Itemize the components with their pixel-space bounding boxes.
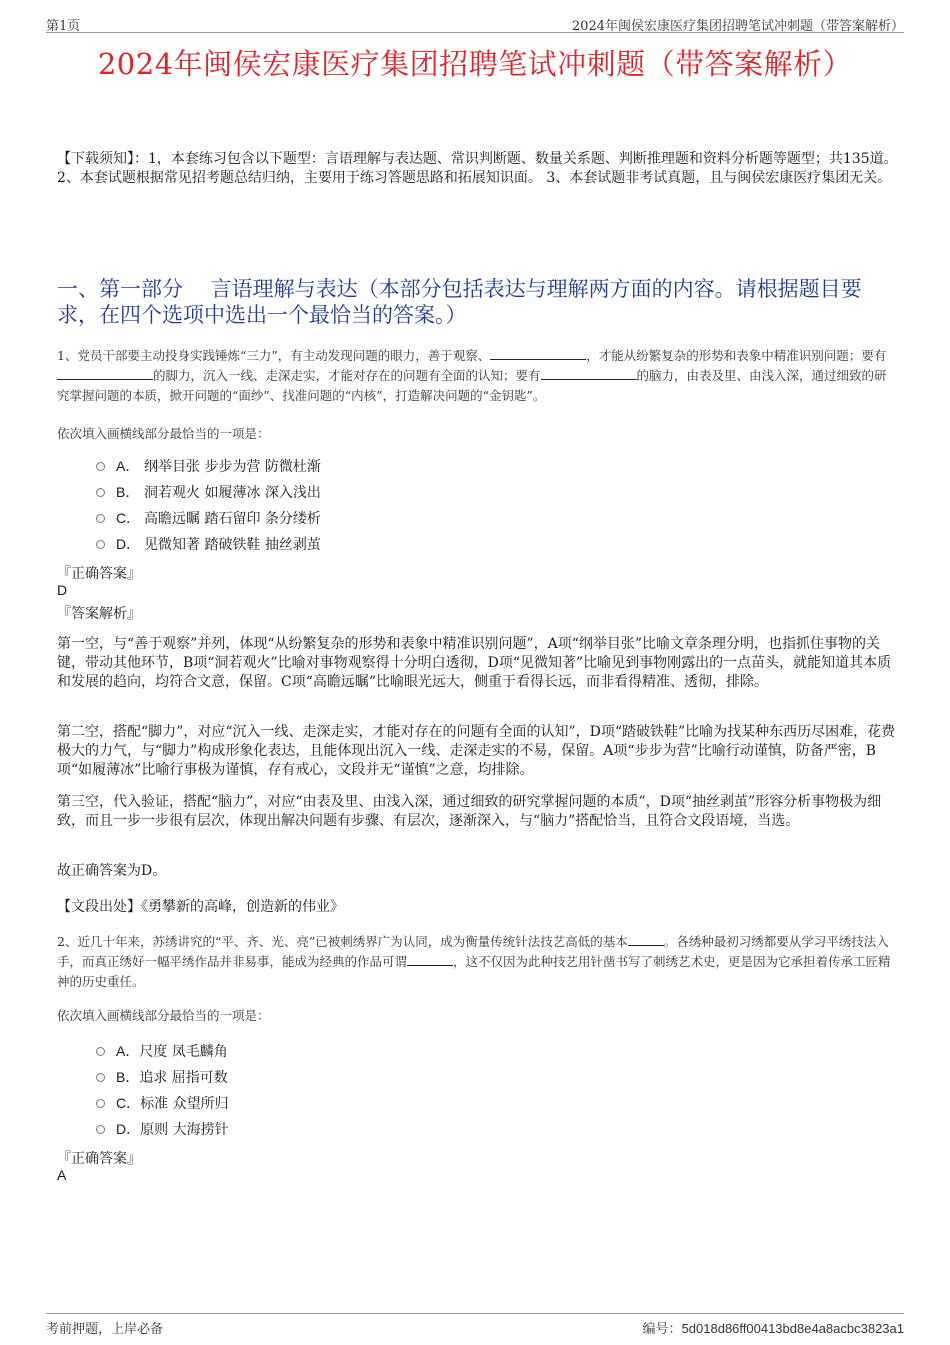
radio-icon[interactable] xyxy=(96,488,105,497)
footer-slogan: 考前押题，上岸必备 xyxy=(46,1322,164,1337)
question-1-answer-label: 『正确答案』 xyxy=(57,566,141,582)
question-2-option-d[interactable]: D．原则 大海捞针 xyxy=(96,1118,229,1140)
question-1-text-part: 的脚力，沉入一线、走深走实，才能对存在的问题有全面的认知；要有 xyxy=(153,368,541,383)
question-1-source: 【文段出处】《勇攀新的高峰，创造新的伟业》 xyxy=(57,899,344,915)
question-2-prompt: 依次填入画横线部分最恰当的一项是： xyxy=(57,1008,270,1023)
radio-icon[interactable] xyxy=(96,514,105,523)
question-2-stem xyxy=(57,932,899,992)
radio-icon[interactable] xyxy=(96,462,105,471)
fill-blank xyxy=(490,346,586,360)
section-title: 一、第一部分 言语理解与表达（本部分包括表达与理解两方面的内容。请根据题目要求，在四个选项中选出一个最恰当的答案。） xyxy=(57,277,862,327)
radio-icon[interactable] xyxy=(96,1073,105,1082)
fill-blank xyxy=(57,366,153,380)
fill-blank xyxy=(541,366,637,380)
question-2-option-c[interactable]: C．标准 众望所归 xyxy=(96,1092,229,1114)
question-2-answer: A xyxy=(57,1167,67,1183)
header-doc-title: 2024年闽侯宏康医疗集团招聘笔试冲刺题（带答案解析） xyxy=(571,19,904,34)
radio-icon[interactable] xyxy=(96,540,105,549)
radio-icon[interactable] xyxy=(96,1047,105,1056)
question-1-text-part: 的脑力，由表及里、由浅入深，通过细致的研究掌握问题的本质，掀开问题的“面纱”、找准问题的“内核”，打造解决问题的“金钥匙”。 xyxy=(57,368,887,403)
page-number: 第1页 xyxy=(46,19,81,34)
analysis-paragraph-1: 第一空，与“善于观察”并列，体现“从纷繁复杂的形势和表象中精准识别问题”，A项“纲举目张”比喻文章条理分明，也指抓住事物的关键，带动其他环节，B项“洞若观火”比喻对事物观察得十分明白透彻，D项“见微知著”比喻见到事物刚露出的一点苗头，就能知道其本质和发展的趋向，均符合文意，保留。C项“高瞻远瞩”比喻眼光远大，侧重于看得长远，而非看得精准、透彻，排除。 xyxy=(57,636,892,690)
download-notice: 【下载须知】：1，本套练习包含以下题型：言语理解与表达题、常识判断题、数量关系题、判断推理题和资料分析题等题型；共135道。 2、本套试题根据常见招考题总结归纳，主要用于练习答题思路和拓展知识面。 3、本套试题非考试真题，且与闽侯宏康医疗集团无关。 xyxy=(57,151,898,186)
question-1-analysis-label: 『答案解析』 xyxy=(57,606,141,622)
question-2-option-a[interactable]: A．尺度 凤毛麟角 xyxy=(96,1040,228,1062)
question-2-text-part: 。各绣种最初习绣都要从学习平绣技法入手，而真正绣好一幅平绣作品并非易事，能成为经典的作品可谓 xyxy=(57,934,889,969)
question-1-option-c[interactable]: C． 高瞻远瞩 踏石留印 条分缕析 xyxy=(96,507,321,529)
analysis-conclusion: 故正确答案为D。 xyxy=(57,863,167,879)
question-2-text-part: ，这不仅因为此种技艺用针凿书写了刺绣艺术史，更是因为它承担着传承工匠精神的历史重任。 xyxy=(57,954,891,989)
question-1-text-part: 1、党员干部要主动投身实践锤炼“三力”，有主动发现问题的眼力，善于观察、 xyxy=(57,348,491,363)
analysis-paragraph-2: 第二空，搭配“脚力”，对应“沉入一线、走深走实，才能对存在的问题有全面的认知”，D项“踏破铁鞋”比喻为找某种东西历尽困难，花费极大的力气，与“脚力”构成形象化表达，且能体现出沉入一线、走深走实的不易，保留。A项“步步为营”比喻行动谨慎，防备严密，B项“如履薄冰”比喻行事极为谨慎，存有戒心，文段并无“谨慎”之意，均排除。 xyxy=(57,724,896,778)
fill-blank xyxy=(407,952,453,966)
question-1-stem xyxy=(57,346,899,406)
footer-code: 编号：5d018d86ff00413bd8e4a8acbc3823a1 xyxy=(642,1321,904,1337)
question-1-answer: D xyxy=(57,582,68,598)
question-2-option-b[interactable]: B．追求 屈指可数 xyxy=(96,1066,228,1088)
analysis-paragraph-3: 第三空，代入验证，搭配“脑力”，对应“由表及里、由浅入深，通过细致的研究掌握问题的本质”，D项“抽丝剥茧”形容分析事物极为细致，而且一步一步很有层次，体现出解决问题有步骤、有层次，逐渐深入，与“脑力”搭配恰当，且符合文段语境，当选。 xyxy=(57,794,882,829)
question-2-text-part: 2、近几十年来，苏绣讲究的“平、齐、光、亮”已被刺绣界广为认同，成为衡量传统针法技艺高低的基本 xyxy=(57,934,628,949)
radio-icon[interactable] xyxy=(96,1125,105,1134)
fill-blank xyxy=(628,932,664,946)
radio-icon[interactable] xyxy=(96,1099,105,1108)
question-1-option-d[interactable]: D． 见微知著 踏破铁鞋 抽丝剥茧 xyxy=(96,533,321,555)
page-footer xyxy=(46,1313,904,1336)
question-1-text-part: ，才能从纷繁复杂的形势和表象中精准识别问题；要有 xyxy=(586,348,887,363)
page-header xyxy=(46,14,904,33)
question-1-prompt: 依次填入画横线部分最恰当的一项是： xyxy=(57,426,270,441)
question-1-option-b[interactable]: B． 洞若观火 如履薄冰 深入浅出 xyxy=(96,481,321,503)
document-title: 2024年闽侯宏康医疗集团招聘笔试冲刺题（带答案解析） xyxy=(97,47,853,81)
question-1-option-a[interactable]: A． 纲举目张 步步为营 防微杜渐 xyxy=(96,455,321,477)
question-2-answer-label: 『正确答案』 xyxy=(57,1151,141,1167)
